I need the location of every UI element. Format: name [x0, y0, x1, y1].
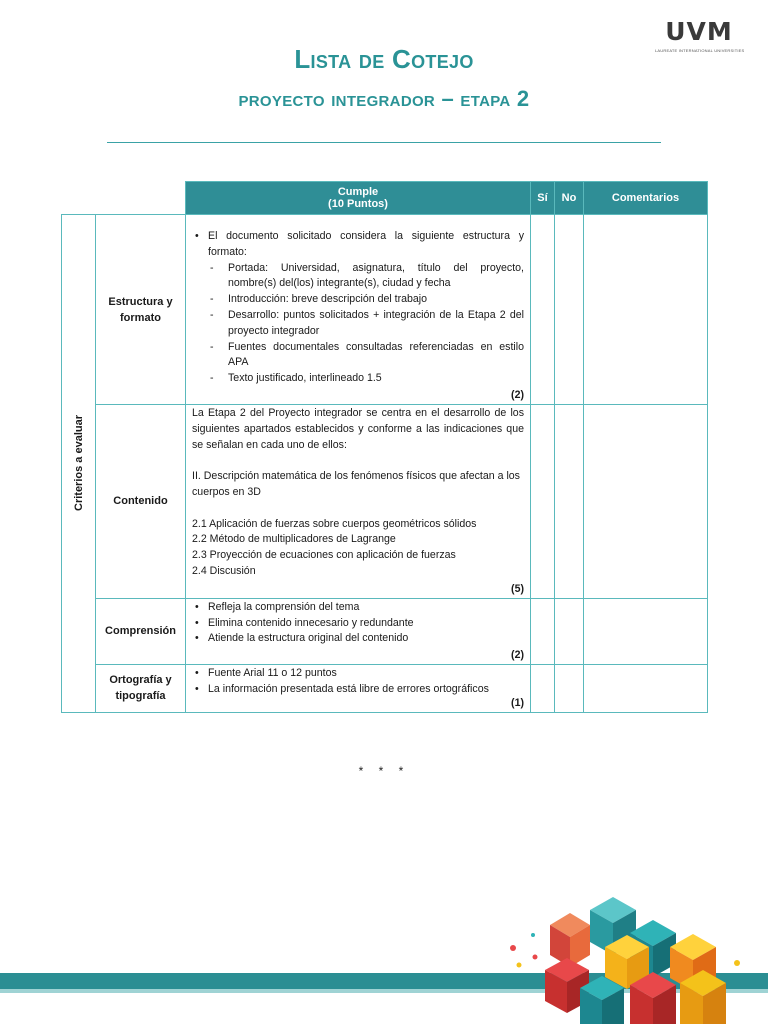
side-label-cell	[62, 215, 96, 713]
content-item: 2.3 Proyección de ecuaciones con aplicación de fuerzas	[192, 549, 456, 562]
criterion-contenido	[96, 405, 186, 599]
comment-cell[interactable]	[584, 405, 708, 599]
header-cumple-points: (10 Puntos)	[328, 198, 388, 210]
si-checkbox-cell[interactable]	[531, 215, 555, 405]
table-header-row	[62, 182, 708, 215]
header-cumple-label: Cumple	[337, 186, 379, 198]
criterion-comprension	[96, 598, 186, 664]
criterion-label: Ortografía y	[109, 674, 172, 687]
criterion-label: Comprensión	[105, 625, 176, 638]
content-item: 2.2 Método de multiplicadores de Lagrange	[192, 533, 396, 546]
list-item: • La información presentada está libre de errores ortográficos	[208, 682, 524, 698]
table-row	[62, 665, 708, 713]
list-item	[208, 229, 524, 387]
description-comprension	[186, 598, 531, 664]
page-subtitle: proyecto integrador – etapa 2	[238, 86, 530, 111]
side-label: Criterios a evaluar	[72, 415, 85, 512]
end-marker: * * *	[358, 764, 410, 778]
criterion-label: tipografía	[115, 690, 166, 703]
table-row	[62, 598, 708, 664]
no-checkbox-cell[interactable]	[555, 665, 584, 713]
header-cumple	[186, 182, 531, 215]
header-comentarios: Comentarios	[584, 182, 708, 215]
content-paragraph: II. Descripción matemática de los fenómenos físicos que afectan a los cuerpos en 3D	[192, 470, 520, 498]
decorative-cubes-graphic	[505, 885, 768, 1024]
description-ortografia	[186, 665, 531, 713]
header-no: No	[555, 182, 584, 215]
list-item: - Portada: Universidad, asignatura, título del proyecto, nombre(s) del(los) integrante(s), ciudad y fecha	[228, 261, 524, 293]
logo-subtitle: LAUREATE INTERNATIONAL UNIVERSITIES	[655, 48, 745, 53]
title-divider	[107, 142, 661, 143]
list-item-text: El documento solicitado considera la siguiente estructura y formato:	[208, 230, 524, 258]
content-item: 2.4 Discusión	[192, 564, 256, 577]
list-item: • Refleja la comprensión del tema	[208, 600, 524, 616]
si-checkbox-cell[interactable]	[531, 665, 555, 713]
comment-cell[interactable]	[584, 215, 708, 405]
list-item: - Fuentes documentales consultadas referenciadas en estilo APA	[228, 340, 524, 372]
description-contenido	[186, 405, 531, 599]
list-item: • Atiende la estructura original del contenido	[208, 631, 524, 647]
points-label: (2)	[511, 388, 524, 401]
bullet-list	[192, 229, 524, 387]
list-item: • Elimina contenido innecesario y redundante	[208, 616, 524, 632]
list-item: - Introducción: breve descripción del trabajo	[228, 292, 524, 308]
points-label: (5)	[511, 582, 524, 595]
logo-text: UVM	[665, 17, 733, 46]
criterion-label: formato	[120, 311, 161, 324]
si-checkbox-cell[interactable]	[531, 405, 555, 599]
sub-list	[208, 261, 524, 387]
bullet-list	[192, 666, 524, 698]
no-checkbox-cell[interactable]	[555, 598, 584, 664]
list-item: - Desarrollo: puntos solicitados + integración de la Etapa 2 del proyecto integrador	[228, 308, 524, 340]
points-label: (1)	[511, 696, 524, 709]
no-checkbox-cell[interactable]	[555, 215, 584, 405]
rubric-table	[61, 181, 708, 713]
si-checkbox-cell[interactable]	[531, 598, 555, 664]
content-paragraph: La Etapa 2 del Proyecto integrador se centra en el desarrollo de los siguientes apartados establecidos y conforme a las indicaciones que se señalan en cada uno de ellos:	[192, 407, 524, 451]
header-si: Sí	[531, 182, 555, 215]
criterion-label: Contenido	[113, 495, 168, 508]
page-title: Lista de Cotejo	[294, 44, 474, 74]
list-item: • Fuente Arial 11 o 12 puntos	[208, 666, 524, 682]
points-label: (2)	[511, 649, 524, 662]
bullet-list	[192, 600, 524, 647]
description-estructura	[186, 215, 531, 405]
no-checkbox-cell[interactable]	[555, 405, 584, 599]
comment-cell[interactable]	[584, 598, 708, 664]
header-blank-cell	[62, 182, 186, 215]
criterion-label: Estructura y	[108, 295, 173, 308]
criterion-ortografia	[96, 665, 186, 713]
table-row	[62, 215, 708, 405]
content-item: 2.1 Aplicación de fuerzas sobre cuerpos geométricos sólidos	[192, 517, 477, 530]
list-item: - Texto justificado, interlineado 1.5	[228, 371, 524, 387]
table-row	[62, 405, 708, 599]
comment-cell[interactable]	[584, 665, 708, 713]
criterion-estructura	[96, 215, 186, 405]
